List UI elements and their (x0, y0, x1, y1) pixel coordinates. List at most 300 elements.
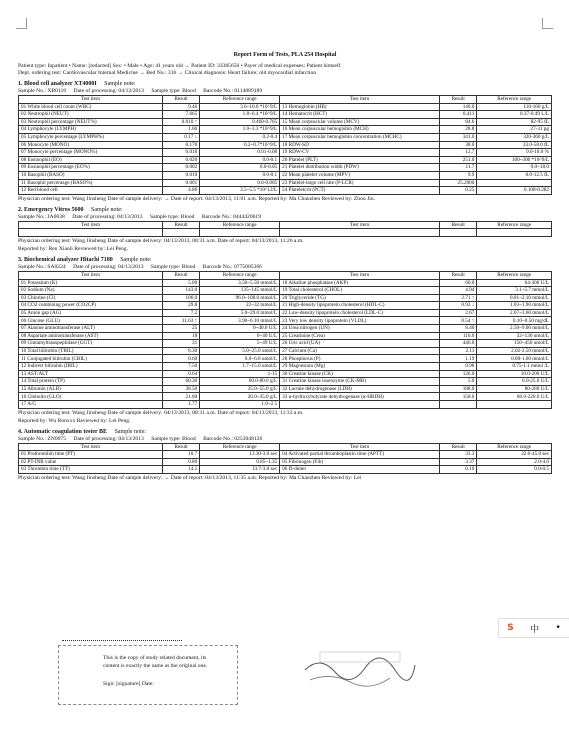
ime-punctuation-icon[interactable]: • (555, 623, 561, 633)
column-header: Result (440, 221, 477, 229)
column-header: Test item (19, 443, 163, 451)
test-item-cell: 09 Glutamyltranspeptidase (GGT) (19, 340, 163, 348)
test-item-cell: 24 Plateletcrit (PCT) (280, 187, 440, 195)
test-item-cell: 04 CO2 combining power (CO2CP) (19, 302, 163, 310)
reference-range-cell: 3.5~5.5 *10^12/L (200, 187, 280, 195)
result-cell: 9.9 (440, 171, 477, 179)
sample-number: Sample No.: SA0224 (18, 263, 66, 270)
test-item-cell: 12 Red blood cell (19, 187, 163, 195)
table-row (19, 385, 552, 393)
barcode-number: Barcode No.: 0114089189 (203, 88, 263, 94)
test-item-cell: 03 Chlorine (Cl) (19, 294, 163, 302)
section-name: 3. Biochemical analyzer Hitachi 7180 (18, 256, 113, 263)
reference-range-cell: 0.2~0.7*10^9/L (200, 141, 280, 149)
table-row (19, 393, 552, 401)
test-item-cell: 01 White blood cell count (WBC) (19, 103, 163, 111)
processing-date: Date of processing: 04/13/2013 (73, 263, 144, 270)
section-title (18, 81, 552, 88)
test-item-cell: 02 Neutrophil (NEUT) (19, 111, 163, 119)
reference-range-cell: 0.460-0.765 (200, 118, 280, 126)
test-section (18, 257, 552, 425)
stamp-sign-line: Sign: [signature] Date: (103, 681, 154, 687)
result-cell: 38.50 (162, 385, 199, 393)
reference-range-cell: 33.0-58.0 fL (477, 141, 552, 149)
reference-range-cell: 13.30-3.0 sec (200, 451, 280, 459)
section-title (18, 207, 552, 214)
table-row (19, 317, 552, 325)
table-row (19, 332, 552, 340)
test-item-cell: 16 Globulin (GLO) (19, 393, 163, 401)
column-header: Test item (19, 271, 163, 279)
result-cell: 18 (162, 332, 199, 340)
result-cell: 33.3 (440, 451, 477, 459)
result-cell: 0.17 ↓ (162, 133, 199, 141)
test-item-cell: 10 Basophil (BASO) (19, 171, 163, 179)
results-table (18, 443, 552, 474)
report-title: Report Form of Tests, PLA 254 Hospital (233, 52, 337, 58)
sample-number: Sample No.: ZN0075 (18, 435, 67, 442)
sample-info-line (18, 214, 552, 221)
table-row (19, 347, 552, 355)
table-row (19, 111, 552, 119)
sample-type: Sample type: Blood (151, 435, 196, 442)
ime-mode-toggle[interactable]: 中 (530, 624, 540, 635)
results-table (18, 95, 552, 195)
reference-range-cell: 9.0-18.0 % (477, 149, 552, 157)
table-row (19, 133, 552, 141)
reference-range-cell: 0.108-0.282 (477, 187, 552, 195)
result-cell: 158.0 (440, 393, 477, 401)
test-item-cell: 18 Alkaline phosphatase (AKP) (280, 279, 440, 287)
result-cell: 7.2 (162, 309, 199, 317)
reference-range-cell (477, 179, 552, 187)
column-header: Result (162, 271, 199, 279)
results-table (18, 221, 552, 237)
processing-date: Date of processing: 04/13/2013 (73, 88, 144, 94)
result-cell: 8.40 (440, 325, 477, 333)
result-cell: 4.94 (440, 287, 477, 295)
column-header: Result (162, 443, 199, 451)
result-cell: 7.50 (162, 363, 199, 371)
test-item-cell: 01 Potassium (K) (19, 279, 163, 287)
result-cell (440, 401, 477, 409)
result-cell: 11.63 ↑ (162, 317, 199, 325)
result-cell: 0.64 (162, 370, 199, 378)
result-cell: 0.170 (162, 141, 199, 149)
result-cell: 0.020 (162, 156, 199, 164)
test-item-cell: 06 Monocyte (MONO) (19, 141, 163, 149)
barcode-number: Barcode No.: 0444420619 (201, 213, 262, 220)
reference-range-cell: 64-306 U/L (477, 279, 552, 287)
test-item-cell: 23 Very low density lipoprotein (VLDL) (280, 317, 440, 325)
table-header-row (19, 443, 552, 451)
table-row (19, 458, 552, 466)
reference-range-cell: 0.85~1.35 (200, 458, 280, 466)
reference-range-cell: 0.0-0.5 (477, 466, 552, 474)
test-item-cell: 11 Basophil percentage (BASO%) (19, 179, 163, 187)
reference-range-cell: 5~49 U/L (200, 340, 280, 348)
result-cell (162, 229, 199, 237)
table-header-row (19, 271, 552, 279)
sample-type: Sample type: Blood (150, 263, 196, 270)
test-item-cell: 05 Lymphocyte percentage (LYMPH%) (19, 133, 163, 141)
reference-range-cell: 0~40.0 U/L (200, 325, 280, 333)
reference-range-cell: 1.0~2.5 (200, 401, 280, 409)
test-item-cell: 07 Monocyte percentage (MONO%) (19, 149, 163, 157)
result-cell: 0.010 (162, 171, 199, 179)
result-cell: 2.67 (440, 309, 477, 317)
test-item-cell: 05 Anion gap (AG) (19, 309, 163, 317)
table-header-row (19, 96, 552, 104)
result-cell: 1.77 (162, 401, 199, 409)
reference-range-cell: 27-31 pg (477, 126, 552, 134)
reference-range-cell: 100~300 *10^9/L (477, 156, 552, 164)
reference-range-cell: 8.0-12.5 fL (477, 171, 552, 179)
reference-range-cell: 96.0~108.0 mmol/L (200, 294, 280, 302)
column-header: Result (440, 271, 477, 279)
test-item-cell: 21 High-density lipoprotein cholesterol (HDL-C) (280, 302, 440, 310)
test-item-cell: 11 Conjugated bilirubin (CBIL) (19, 355, 163, 363)
test-item-cell: 31 Creatine kinase isoenzyme (CK-MB) (280, 378, 440, 386)
column-header: Test item (19, 221, 163, 229)
column-header: Test item (280, 443, 440, 451)
reference-range-cell: 0.2-0.4 (200, 133, 280, 141)
table-row (19, 103, 552, 111)
result-cell: 28.8 (440, 126, 477, 134)
table-row (19, 294, 552, 302)
test-item-cell: 16 Mean corpuscular hemoglobin (MCH) (280, 126, 440, 134)
reference-range-cell: 32~130 umol/L (477, 332, 552, 340)
result-cell: 3.37 (440, 458, 477, 466)
section-footer: Physician ordering test: Wang Jinsheng Date of sample delivery: 04/13/2013, 08:31 a.m. Date of report: 04/13/2013, 11:26 a.m. (18, 237, 304, 244)
reference-range-cell: 9.0~18.0 (477, 164, 552, 172)
reference-range-cell: 0.0-0.1 (200, 156, 280, 164)
table-row (19, 118, 552, 126)
column-header: Result (162, 96, 199, 104)
section-footer-reporter: Reported by: Ren Xiaoli Reviewed by: Lei Peng. (18, 245, 128, 252)
result-cell: 1.60 (162, 126, 199, 134)
sample-info-line (18, 264, 552, 271)
test-item-cell: 03 Neutrophil percentage (NEUT%) (19, 118, 163, 126)
result-cell: 0.25 (440, 187, 477, 195)
result-cell: 0.411 (440, 111, 477, 119)
result-cell: 0.018 (162, 149, 199, 157)
table-row (19, 187, 552, 195)
reference-range-cell: 82-95 fL (477, 118, 552, 126)
column-header: Test item (280, 96, 440, 104)
test-item-cell: 08 Aspartate aminotransferase (AST) (19, 332, 163, 340)
reference-range-cell: 0.01~2.10 mmol/L (477, 294, 552, 302)
column-header: Test item (19, 96, 163, 104)
reference-range-cell: 110-160 g/L (477, 103, 552, 111)
test-item-cell: 05 Fibrinogen (Fib) (280, 458, 440, 466)
sogou-logo-icon[interactable]: S (507, 623, 514, 633)
column-header: Reference range (200, 271, 280, 279)
table-row (19, 309, 552, 317)
department-info-line: Dept. ordering test: Cardiovascular Internal Medicine → Bed No.: 316 → Clinical diagnosis: Heart failure; old myocardial infarction (18, 70, 317, 76)
column-header: Result (440, 96, 477, 104)
test-item-cell: 28 Phosphorus (P) (280, 355, 440, 363)
sample-type: Sample type: Blood (149, 213, 195, 220)
reference-range-cell: 13.7-3.0 sec (200, 466, 280, 474)
test-item-cell: 17 A/G (19, 401, 163, 409)
table-row (19, 156, 552, 164)
test-item-cell: 10 Total bilirubin (TBIL) (19, 347, 163, 355)
result-cell: 31 (162, 340, 199, 348)
result-cell: 140.0 (440, 103, 477, 111)
result-cell: 110.0 (440, 332, 477, 340)
reference-range-cell: 2.07~3.60 mmol/L (477, 309, 552, 317)
result-cell: 25.2000 (440, 179, 477, 187)
reference-range-cell: 1.8~6.4 *10^9/L (200, 111, 280, 119)
result-cell: 21.80 (162, 393, 199, 401)
section-note: Sample note: (91, 206, 123, 213)
result-cell: 38.0 (440, 141, 477, 149)
test-item-cell (280, 229, 440, 237)
test-item-cell: 19 Total cholesterol (CHOL) (280, 287, 440, 295)
test-item-cell: 14 Hematocrit (HCT) (280, 111, 440, 119)
table-row (19, 302, 552, 310)
test-item-cell: 02 PT-INR value (19, 458, 163, 466)
table-row (19, 325, 552, 333)
result-cell: 0.002 (162, 164, 199, 172)
reference-range-cell (477, 229, 552, 237)
test-item-cell: 15 Mean corpuscular volume (MCV) (280, 118, 440, 126)
result-cell: 1.19 (440, 355, 477, 363)
processing-date: Date of processing: 04/13/2013 (73, 435, 144, 442)
table-row (19, 171, 552, 179)
column-header: Reference range (200, 221, 280, 229)
test-item-cell: 15 Albumin (ALB) (19, 385, 163, 393)
reference-range-cell: 0.0-0.005 (200, 179, 280, 187)
column-header: Reference range (477, 443, 552, 451)
result-cell: 0.98 (440, 363, 477, 371)
table-row (19, 164, 552, 172)
result-cell: 341.0 (440, 133, 477, 141)
section-title (18, 257, 552, 264)
result-cell: 11.7 (440, 164, 477, 172)
result-cell: 2.71 ↑ (440, 294, 477, 302)
reference-range-cell (200, 229, 280, 237)
result-cell: 14.1 (162, 466, 199, 474)
reference-range-cell: 1-15 (200, 370, 280, 378)
result-cell: 5.00 (162, 279, 199, 287)
test-item-cell: 08 Eosinophil (EO) (19, 156, 163, 164)
reference-range-cell: 2.02-2.50 mmol/L (477, 347, 552, 355)
table-row (19, 279, 552, 287)
table-row (19, 363, 552, 371)
sample-number: Sample No.: XB0110 (18, 88, 67, 94)
test-item-cell: 04 Lymphocyte (LYMPH) (19, 126, 163, 134)
table-row (19, 370, 552, 378)
column-header: Reference range (477, 271, 552, 279)
table-header-row (19, 221, 552, 229)
copy-certification-stamp (58, 645, 238, 705)
test-section (18, 81, 552, 203)
test-item-cell: 24 Urea nitrogen (UN) (280, 325, 440, 333)
test-item-cell: 21 Platelet distribution width (PDW) (280, 164, 440, 172)
result-cell: 84.6 (440, 118, 477, 126)
reference-range-cell: 5.0~25.0 umol/L (200, 347, 280, 355)
table-row (19, 466, 552, 474)
table-row (19, 451, 552, 459)
result-cell: 12.7 (440, 149, 477, 157)
column-header: Reference range (477, 221, 552, 229)
results-table (18, 271, 552, 409)
section-footer: Physician ordering test: Wang Jinsheng Date of sample delivery: 04/13/2013, 08:31 a.m. Date of report: 04/13/2013, 11:33 a.m. (18, 409, 304, 416)
ime-toolbar[interactable] (498, 618, 569, 638)
reference-range-cell: 3.1~5.7 mmol/L (477, 287, 552, 295)
crop-mark-top-left (16, 18, 27, 29)
result-cell: 0.92 ↓ (440, 302, 477, 310)
test-item-cell: 04 Activated partial thromboplastin time (APTT) (280, 451, 440, 459)
reference-range-cell: 3.50~5.50 mmol/L (200, 279, 280, 287)
result-cell: 5.0 (440, 378, 477, 386)
reference-range-cell: 0.0-0.1 (200, 171, 280, 179)
test-item-cell: 33 α-hydroxybutyrate dehydrogenase (α-HBDH) (280, 393, 440, 401)
result-cell: 60.30 (162, 378, 199, 386)
test-item-cell (280, 401, 440, 409)
result-cell (440, 229, 477, 237)
section-name: 4. Automatic coagulation tester BE (18, 428, 108, 435)
section-title (18, 429, 552, 436)
result-cell: 188.0 (440, 385, 477, 393)
reference-range-cell: 35.0~55.0 g/L (200, 385, 280, 393)
section-name: 1. Blood cell analyzer XT4000I (18, 81, 97, 87)
test-item-cell: 06 Glucose (GLU) (19, 317, 163, 325)
handwritten-signature-image (300, 650, 420, 690)
reference-range-cell: 1.0~3.3 *10^9/L (200, 126, 280, 134)
reference-range-cell: 320-360 g/L (477, 133, 552, 141)
table-row (19, 287, 552, 295)
test-section (18, 207, 552, 253)
table-row (19, 355, 552, 363)
reference-range-cell: 0~40 U/L (200, 332, 280, 340)
reference-range-cell: 80.0-220.0 U/L (477, 393, 552, 401)
test-item-cell: 18 RDW-SD (280, 141, 440, 149)
section-note: Sample note: (104, 81, 136, 87)
column-header: Reference range (200, 96, 280, 104)
column-header: Result (440, 443, 477, 451)
table-row (19, 141, 552, 149)
test-item-cell: 32 Lactate dehydrogenase (LDH) (280, 385, 440, 393)
test-item-cell: 12 Indirect bilirubin (IBIL) (19, 363, 163, 371)
reference-range-cell: 0.0-25.0 U/L (477, 378, 552, 386)
reference-range-cell: 1.03~1.90 mmol/L (477, 302, 552, 310)
result-cell: 0.001 (162, 179, 199, 187)
result-cell: 106.0 (162, 294, 199, 302)
sample-type: Sample type: Blood (151, 88, 196, 94)
dotted-separator (62, 640, 182, 641)
test-item-cell: 03 Thrombin time (TT) (19, 466, 163, 474)
reference-range-cell: 1.7~15.0 umol/L (200, 363, 280, 371)
test-item-cell: 13 AST/ALT (19, 370, 163, 378)
result-cell: 0.60 (162, 355, 199, 363)
reference-range-cell: 0.10~0.50 mg/dL (477, 317, 552, 325)
test-item-cell: 14 Total protein (TP) (19, 378, 163, 386)
table-row (19, 126, 552, 134)
test-item-cell: 06 D-dimer (280, 466, 440, 474)
section-note: Sample note: (114, 428, 147, 435)
test-item-cell: 30 Creatine kinase (CK) (280, 370, 440, 378)
result-cell: 0.80 (162, 458, 199, 466)
result-cell: 143.0 (162, 287, 199, 295)
test-item-cell: 07 Alanine aminotransferase (ALT) (19, 325, 163, 333)
result-cell: 251.0 (440, 156, 477, 164)
reference-range-cell: 150~450 umol/L (477, 340, 552, 348)
report-page (18, 52, 552, 482)
test-item-cell: 26 Uric acid (UA) (280, 340, 440, 348)
table-row (19, 229, 552, 237)
reference-range-cell: 0.80-1.60 mmol/L (477, 355, 552, 363)
signature-scribble-icon (300, 650, 420, 690)
result-cell: 29.8 (162, 302, 199, 310)
result-cell: 126.0 (440, 370, 477, 378)
result-cell: 25 (162, 325, 199, 333)
column-header: Reference range (200, 443, 280, 451)
result-cell: 446.0 (440, 340, 477, 348)
test-item-cell: 09 Eosinophil percentage (EO%) (19, 164, 163, 172)
result-cell: 7.665 (162, 111, 199, 119)
barcode-number: Barcode No.: 0775005366 (202, 263, 262, 270)
reference-range-cell: 2.50~9.00 mmol/L (477, 325, 552, 333)
reference-range-cell: 0.0-0.05 (200, 164, 280, 172)
barcode-number: Barcode No.: 0253048126 (203, 435, 263, 442)
processing-date: Date of processing: 04/13/2013 (72, 213, 143, 220)
reference-range-cell: 0.01-0.08 (200, 149, 280, 157)
test-item-cell: 23 Platelet-large cell rate (P-LCR) (280, 179, 440, 187)
table-row (19, 149, 552, 157)
section-footer: Physician ordering test: Wang Jinsheng Date of sample delivery: → Date of report: 04/13/2013, 11:01 a.m. Reported by: Ma Chaozhen Reviewed by: Zhou Jin. (18, 195, 376, 202)
test-item-cell: 13 Hemoglobin (HB) (280, 103, 440, 111)
test-item-cell: 20 Platelet (PLT) (280, 156, 440, 164)
test-item-cell (19, 229, 163, 237)
section-name: 2. Emergency Vitros 5600 (18, 206, 84, 213)
reference-range-cell: 5.0~29.0 mmol/L (200, 309, 280, 317)
column-header: Test item (280, 221, 440, 229)
result-cell: 0.10 (440, 466, 477, 474)
reference-range-cell: 0.37-0.49 L/L (477, 111, 552, 119)
table-row (19, 378, 552, 386)
reference-range-cell: 0.75-1.1 mmol /L (477, 363, 552, 371)
result-cell: 60.0 (440, 279, 477, 287)
sample-info-line (18, 436, 552, 443)
sample-info-line (18, 88, 552, 95)
column-header: Test item (280, 271, 440, 279)
result-cell: 8.30 (162, 347, 199, 355)
reference-range-cell: 60.0-80.0 g/L (200, 378, 280, 386)
reference-range-cell: 22~32 mmol/L (200, 302, 280, 310)
test-item-cell: 22 Mean platelet volume (MPV) (280, 171, 440, 179)
test-item-cell: 01 Prothrombin time (PT) (19, 451, 163, 459)
reference-range-cell: 2.0-4.0 (477, 458, 552, 466)
table-row (19, 340, 552, 348)
test-section (18, 429, 552, 482)
reference-range-cell: 80-280 U/L (477, 385, 552, 393)
stamp-line-2: content is exactly the same as the original one. (103, 663, 208, 669)
test-item-cell: 22 Low-density lipoprotein cholesterol (LDL-C) (280, 309, 440, 317)
reference-range-cell: 22.0-45.0 sec (477, 451, 552, 459)
test-item-cell: 19 RDW-CV (280, 149, 440, 157)
reference-range-cell: 0.0~6.8 umol/L (200, 355, 280, 363)
result-cell: 4.86 (162, 187, 199, 195)
sample-number: Sample No.: JA0038 (18, 213, 65, 220)
test-item-cell: 25 Creatinine (Crea) (280, 332, 440, 340)
column-header: Result (162, 221, 199, 229)
patient-info-line: Patient type: Inpatient • Name: [redacted] Sex: • Male • Age: 41 years old → Patient ID: 33385656 • Payer of medical expenses: Patient himself (18, 63, 341, 69)
reference-range-cell: 135~145 mmol/L (200, 287, 280, 295)
section-note: Sample note: (120, 256, 152, 263)
